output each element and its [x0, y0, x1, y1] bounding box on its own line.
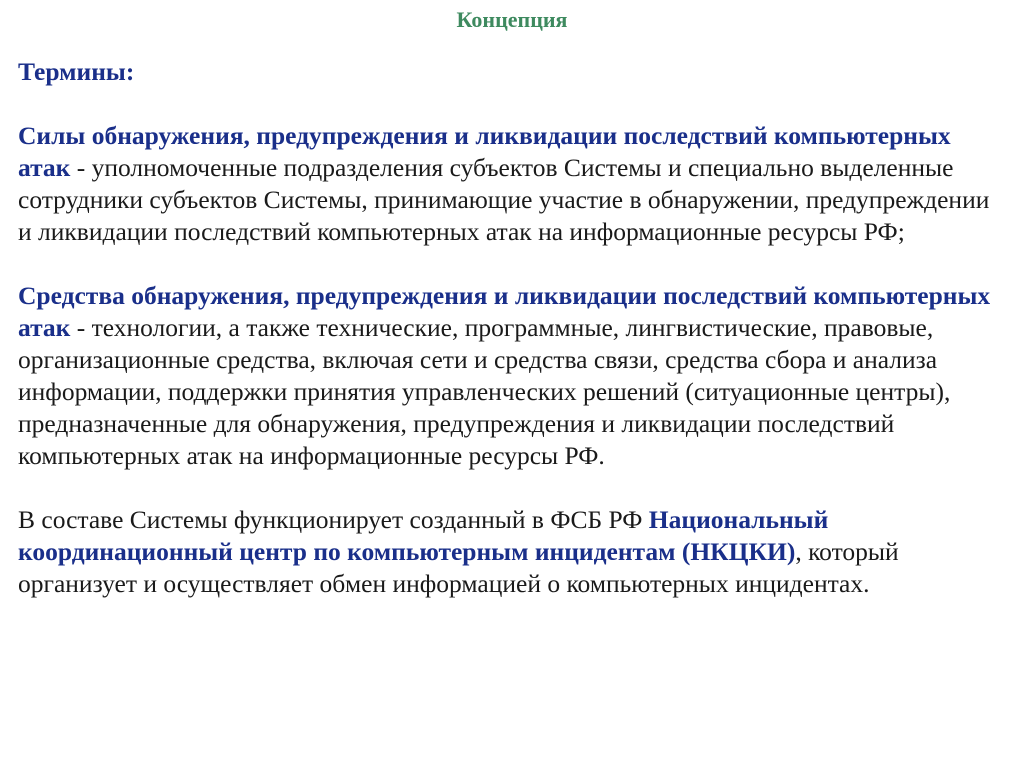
term-forces: Силы обнаружения, предупреждения и ликвидации последствий компьютерных атак — [18, 121, 951, 182]
terms-heading: Термины: — [18, 57, 135, 86]
slide-title: Концепция — [456, 7, 568, 32]
closing-after: , который организует и осуществляет обмен информацией о компьютерных инцидентах. — [18, 537, 899, 598]
definition-forces-text: - уполномоченные подразделения субъектов Системы и специально выделенные сотрудники субъектов Системы, принимающие участие в обнаружении, предупреждении и ликвидации последствий компьютерных атак на информационные ресурсы РФ; — [18, 153, 990, 246]
nkcki-name: Национальный координационный центр по компьютерным инцидентам (НКЦКИ) — [18, 505, 829, 566]
closing-paragraph — [18, 504, 1008, 600]
slide-content — [18, 56, 1008, 600]
definition-means — [18, 280, 1008, 472]
closing-before: В составе Системы функционирует созданный в ФСБ РФ — [18, 505, 649, 534]
term-means: Средства обнаружения, предупреждения и ликвидации последствий компьютерных атак — [18, 281, 991, 342]
definition-means-text: - технологии, а также технические, программные, лингвистические, правовые, организационные средства, включая сети и средства связи, средства сбора и анализа информации, поддержки принятия управленческих решений (ситуационные центры), предназначенные для обнаружения, предупреждения и ликвидации последствий компьютерных атак на информационные ресурсы РФ. — [18, 313, 951, 470]
definition-forces — [18, 120, 1008, 248]
